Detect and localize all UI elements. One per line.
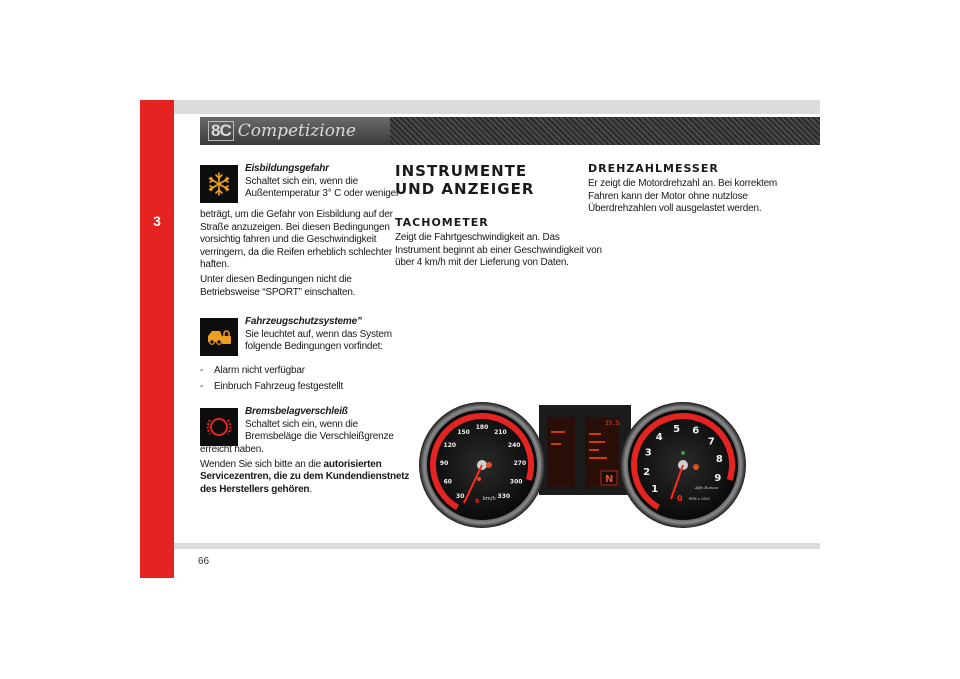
chapter-band	[140, 100, 174, 578]
brand-logo	[200, 117, 390, 145]
text-line: über 4 km/h mit der Lieferung von Daten.	[395, 257, 569, 269]
text-line: Er zeigt die Motordrehzahl an. Bei korrektem	[588, 178, 778, 189]
speedo-tick-label: 60	[443, 478, 452, 486]
speedo-tick-label: 30	[456, 493, 465, 501]
bullet-text: Alarm nicht verfügbar	[214, 365, 305, 376]
gear-indicator: N	[605, 474, 614, 485]
speedo-tick-label: 300	[509, 478, 523, 486]
text-line: Instrument beginnt ab einer Geschwindigkeit von	[395, 244, 602, 256]
tacho-zero: 0	[677, 494, 683, 503]
tacho-tick-label: 9	[714, 473, 722, 484]
ice-text-line: haften.	[200, 259, 230, 271]
tacho-unit: RPM x 1000	[689, 497, 710, 501]
text-line: Fahren kann der Motor ohne nutzlose	[588, 190, 748, 202]
header-bar	[174, 100, 820, 114]
brand-number: 8C	[208, 121, 234, 141]
bullet-text: Einbruch Fahrzeug festgestellt	[214, 380, 344, 392]
bullet-item	[200, 381, 343, 394]
speedo-unit: km/h	[483, 496, 496, 502]
text-line: Zeigt die Fahrtgeschwindigkeit an. Das	[395, 232, 560, 243]
ice-line1: Schaltet sich ein, wenn die	[245, 175, 359, 187]
speedo-tick-label: 150	[457, 428, 470, 436]
tacho-tick-label: 2	[643, 466, 651, 478]
tacho-tick-label: 5	[673, 423, 681, 435]
ice-title: Eisbildungsgefahr	[245, 163, 329, 174]
bullet-dash: -	[200, 380, 204, 392]
service-bold: autorisierten	[323, 458, 382, 470]
speedo-tick-label: 180	[475, 424, 489, 431]
rpm-text	[588, 178, 777, 216]
protect-line2: folgende Bedingungen vorfindet:	[245, 341, 383, 353]
ice-text-line: Straße anzuzeigen. Bei diesen Bedingungen	[200, 221, 390, 233]
service-line	[200, 471, 409, 484]
ice-body	[200, 209, 393, 299]
bullet-dash: -	[200, 365, 204, 376]
instrument-cluster-image	[419, 395, 747, 535]
brand-script: Competizione	[237, 121, 356, 141]
footer-bar	[174, 543, 820, 549]
speedo-tick-label: 270	[513, 460, 527, 467]
speedo-tick-label: 120	[443, 441, 457, 449]
bullet-item	[200, 365, 343, 378]
section-heading	[395, 162, 534, 198]
tacho-tick-label: 1	[651, 484, 659, 496]
speedo-tick-label: 90	[439, 460, 449, 467]
speedo-zero: 0	[475, 498, 480, 505]
ice-line2: Außentemperatur 3° C oder weniger	[245, 188, 400, 200]
tachometer-heading: TACHOMETER	[395, 216, 489, 229]
ice-warning-icon	[200, 165, 238, 203]
service-line	[200, 459, 409, 472]
ice-text-line: verringern, da die Reifen erheblich schlechter	[200, 246, 393, 258]
service-line	[200, 484, 409, 497]
ice-text-line: vorsichtig fahren und die Geschwindigkeit	[200, 234, 377, 246]
brake-line1: Schaltet sich ein, wenn die	[245, 418, 359, 430]
heading-line: INSTRUMENTE	[395, 162, 528, 180]
service-end: .	[309, 483, 312, 495]
left-lcd	[547, 417, 575, 487]
chapter-number: 3	[153, 213, 161, 229]
ice-block-header	[245, 163, 399, 201]
vehicle-protection-icon	[200, 318, 238, 356]
tacho-brand: Alfa Romeo	[695, 485, 719, 490]
lcd-temp: 25.5	[605, 420, 620, 427]
speedo-tick-label: 330	[497, 493, 511, 501]
protect-title: Fahrzeugschutzsysteme”	[245, 316, 362, 327]
service-bold: Servicezentren, die zu dem Kundendienstnetz	[200, 471, 410, 483]
speedo-tick-label: 240	[507, 441, 521, 449]
tacho-tick-label: 6	[692, 425, 700, 437]
speedometer	[419, 398, 549, 532]
protect-block-header	[245, 316, 392, 354]
ice-note-line: Unter diesen Bedingungen nicht die	[200, 273, 352, 285]
protect-bullets	[200, 365, 343, 393]
protect-line1: Sie leuchtet auf, wenn das System	[245, 328, 392, 340]
speedo-tick-label: 210	[494, 428, 507, 436]
tachometer-text	[395, 232, 602, 270]
rpm-heading: DREHZAHLMESSER	[588, 162, 719, 175]
brake-line3: erreicht haben.	[200, 444, 264, 455]
tacho-tick-label: 8	[715, 453, 723, 465]
tacho-tick-label: 7	[707, 436, 715, 448]
heading-line: UND ANZEIGER	[395, 180, 535, 198]
brake-pad-icon	[200, 408, 238, 446]
ice-text-line: beträgt, um die Gefahr von Eisbildung auf der	[200, 209, 393, 220]
brand-banner	[200, 117, 820, 145]
tachometer	[616, 398, 747, 532]
tacho-tick-label: 4	[655, 432, 663, 443]
brake-block-header	[245, 406, 394, 444]
page-number: 66	[198, 556, 210, 567]
service-text: Wenden Sie sich bitte an die	[200, 458, 324, 470]
brake-title: Bremsbelagverschleiß	[245, 406, 348, 417]
brake-body	[200, 444, 409, 496]
text-line: Überdrehzahlen voll ausgelastet werden.	[588, 203, 762, 215]
ice-note-line: Betriebsweise “SPORT” einschalten.	[200, 286, 356, 298]
service-bold: des Herstellers gehören	[200, 483, 310, 495]
brake-line2: Bremsbeläge die Verschleißgrenze	[245, 431, 394, 443]
tacho-tick-label: 3	[644, 447, 652, 459]
